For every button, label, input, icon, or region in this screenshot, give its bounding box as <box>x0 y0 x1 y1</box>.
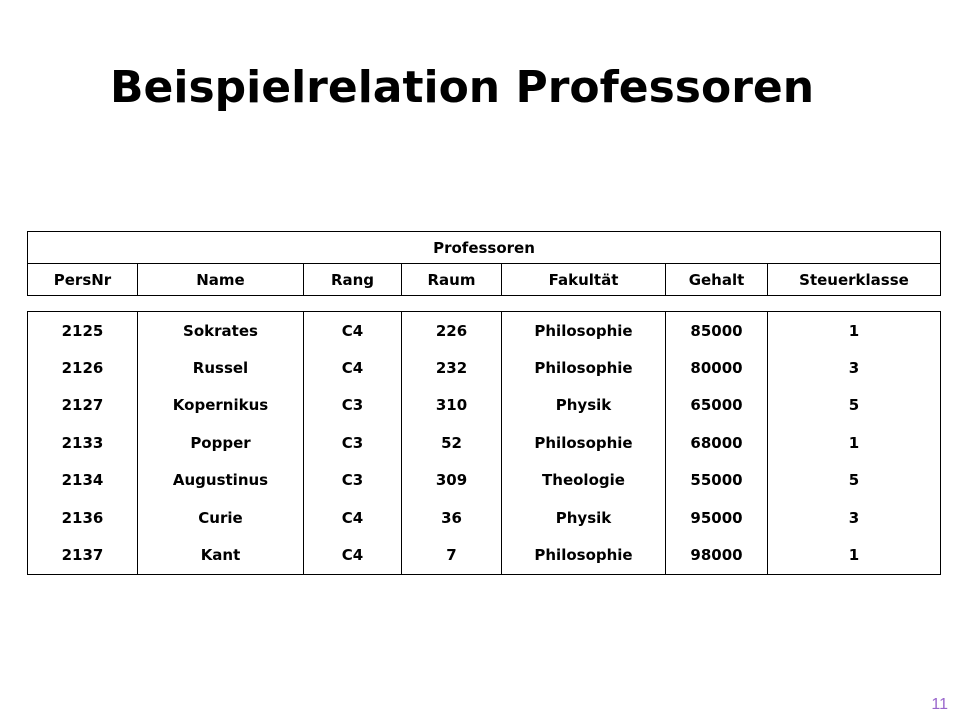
cell-gehalt: 55000 <box>666 462 768 499</box>
cell-rang: C3 <box>304 424 402 461</box>
table-row <box>28 462 941 499</box>
cell-fakultaet: Physik <box>502 499 666 536</box>
cell-raum: 310 <box>402 387 502 424</box>
cell-gehalt: 80000 <box>666 349 768 386</box>
cell-rang: C4 <box>304 312 402 350</box>
page-number: 11 <box>931 696 948 713</box>
cell-persnr: 2126 <box>61 359 104 378</box>
cell-gehalt: 65000 <box>666 387 768 424</box>
cell-raum: 309 <box>402 462 502 499</box>
cell-persnr: 2125 <box>61 321 104 340</box>
cell-raum: 226 <box>402 312 502 350</box>
column-header: PersNr <box>28 264 138 296</box>
cell-name: Curie <box>138 499 304 536</box>
column-header: Fakultät <box>502 264 666 296</box>
cell-name: Kopernikus <box>138 387 304 424</box>
cell-name: Kant <box>138 536 304 574</box>
cell-name: Sokrates <box>138 312 304 350</box>
column-header: Raum <box>402 264 502 296</box>
cell-raum: 7 <box>402 536 502 574</box>
cell-steuerklasse: 1 <box>768 312 941 350</box>
cell-name: Augustinus <box>138 462 304 499</box>
cell-gehalt: 95000 <box>666 499 768 536</box>
cell-persnr: 2127 <box>61 396 104 415</box>
cell-steuerklasse: 3 <box>768 349 941 386</box>
cell-name: Popper <box>138 424 304 461</box>
column-header: Steuerklasse <box>768 264 941 296</box>
cell-rang: C3 <box>304 387 402 424</box>
cell-steuerklasse: 3 <box>768 499 941 536</box>
column-header: Name <box>138 264 304 296</box>
column-header: Gehalt <box>666 264 768 296</box>
cell-rang: C3 <box>304 462 402 499</box>
table-row <box>28 536 941 574</box>
cell-fakultaet: Philosophie <box>502 536 666 574</box>
cell-persnr: 2137 <box>61 546 104 565</box>
cell-raum: 52 <box>402 424 502 461</box>
cell-steuerklasse: 5 <box>768 462 941 499</box>
cell-steuerklasse: 5 <box>768 387 941 424</box>
table-row <box>28 387 941 424</box>
cell-fakultaet: Philosophie <box>502 312 666 350</box>
cell-fakultaet: Theologie <box>502 462 666 499</box>
cell-gehalt: 68000 <box>666 424 768 461</box>
cell-gehalt: 98000 <box>666 536 768 574</box>
cell-rang: C4 <box>304 536 402 574</box>
cell-steuerklasse: 1 <box>768 536 941 574</box>
cell-gehalt: 85000 <box>666 312 768 350</box>
slide-title: Beispielrelation Professoren <box>110 62 815 113</box>
relation-name: Professoren <box>28 232 941 264</box>
cell-raum: 232 <box>402 349 502 386</box>
cell-fakultaet: Philosophie <box>502 424 666 461</box>
cell-fakultaet: Philosophie <box>502 349 666 386</box>
cell-steuerklasse: 1 <box>768 424 941 461</box>
cell-rang: C4 <box>304 499 402 536</box>
column-header: Rang <box>304 264 402 296</box>
cell-raum: 36 <box>402 499 502 536</box>
cell-rang: C4 <box>304 349 402 386</box>
cell-persnr: 2136 <box>61 508 104 527</box>
cell-name: Russel <box>138 349 304 386</box>
cell-persnr: 2134 <box>61 471 104 490</box>
cell-fakultaet: Physik <box>502 387 666 424</box>
table-row <box>28 312 941 350</box>
table-row <box>28 424 941 461</box>
table-row <box>28 349 941 386</box>
column-header-row <box>28 264 941 296</box>
table-row <box>28 499 941 536</box>
relation-data-table <box>27 311 941 575</box>
cell-persnr: 2133 <box>61 433 104 452</box>
relation-header-table <box>27 231 941 296</box>
